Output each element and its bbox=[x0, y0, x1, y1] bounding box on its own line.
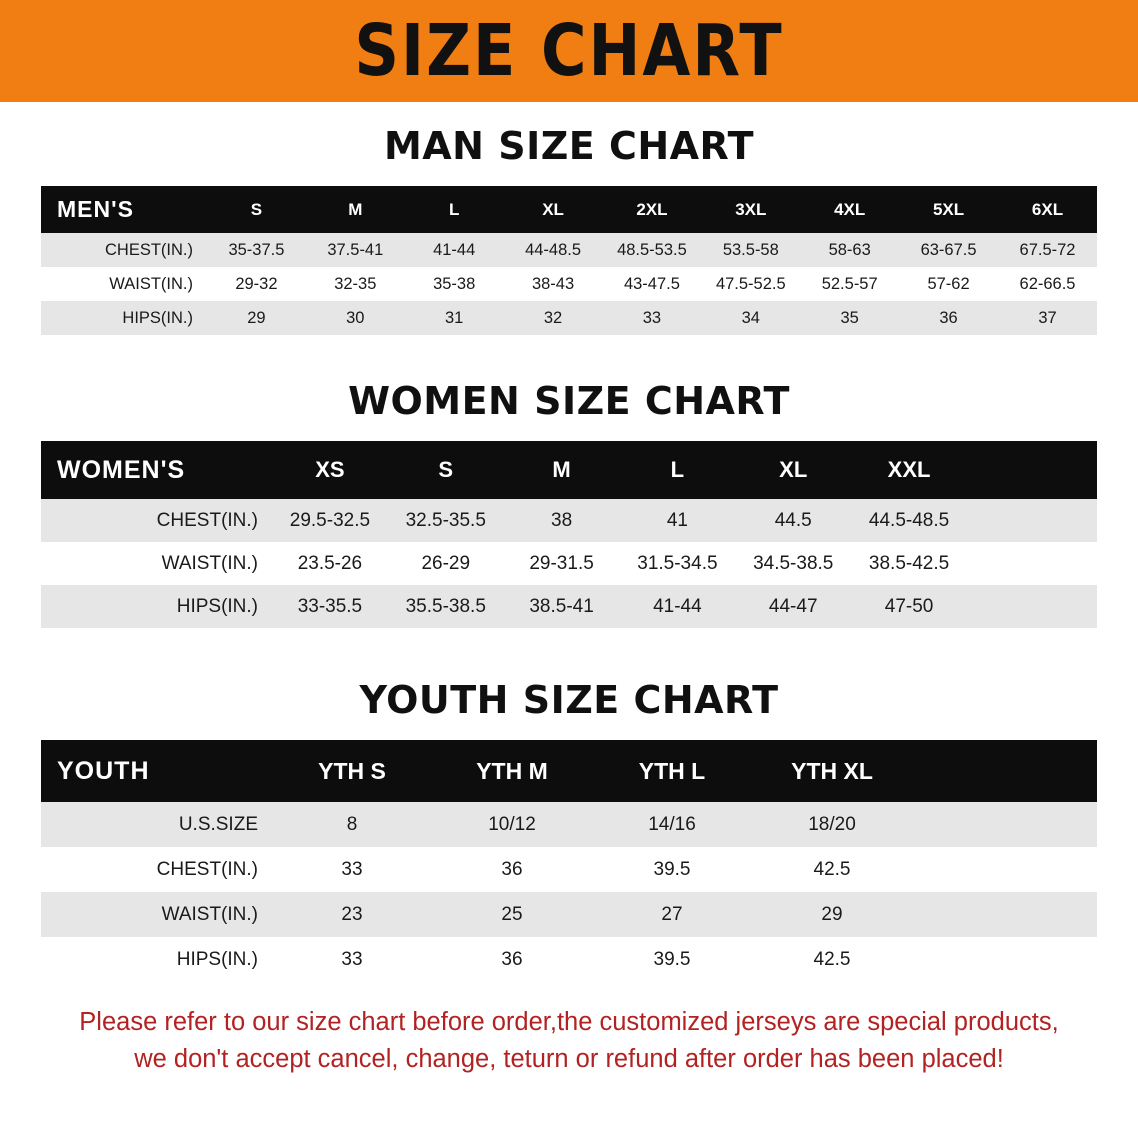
men-cell: 47.5-52.5 bbox=[715, 274, 786, 293]
men-cell: 36 bbox=[939, 308, 958, 327]
banner bbox=[0, 0, 1138, 102]
women-cell: 44-47 bbox=[768, 595, 818, 617]
men-col-header: M bbox=[306, 186, 405, 233]
men-cell: 29-32 bbox=[235, 274, 278, 293]
women-col-header: XS bbox=[272, 441, 388, 499]
women-cell: 23.5-26 bbox=[297, 552, 363, 574]
table-row bbox=[41, 802, 1097, 847]
men-row-label: CHEST(IN.) bbox=[105, 240, 193, 259]
women-col-header: S bbox=[388, 441, 504, 499]
youth-table-body bbox=[41, 802, 1097, 982]
youth-row-label-header: YOUTH bbox=[41, 740, 272, 802]
women-table-wrap bbox=[41, 441, 1097, 628]
youth-cell: 33 bbox=[341, 858, 363, 880]
man-section-heading: MAN SIZE CHART bbox=[383, 124, 755, 168]
man-table-wrap bbox=[41, 186, 1097, 335]
youth-cell: 39.5 bbox=[653, 858, 691, 880]
women-cell: 38 bbox=[551, 509, 573, 531]
men-cell: 52.5-57 bbox=[821, 274, 878, 293]
youth-col-header-spacer bbox=[912, 740, 1097, 802]
page-title: SIZE CHART bbox=[354, 8, 784, 93]
disclaimer-line-1: Please refer to our size chart before order,the customized jerseys are special products, bbox=[79, 1008, 1059, 1036]
men-cell: 33 bbox=[642, 308, 662, 327]
table-row bbox=[41, 267, 1097, 301]
youth-col-header: YTH XL bbox=[752, 740, 912, 802]
table-row bbox=[41, 892, 1097, 937]
men-cell: 67.5-72 bbox=[1019, 240, 1076, 259]
youth-row-label: U.S.SIZE bbox=[178, 813, 258, 835]
women-cell: 47-50 bbox=[884, 595, 934, 617]
women-cell: 29-31.5 bbox=[529, 552, 594, 574]
men-cell: 37 bbox=[1038, 308, 1057, 327]
men-cell: 44-48.5 bbox=[525, 240, 582, 259]
youth-cell: 36 bbox=[501, 858, 523, 880]
women-cell: 31.5-34.5 bbox=[637, 552, 718, 574]
men-cell: 57-62 bbox=[927, 274, 970, 293]
youth-cell: 33 bbox=[341, 948, 363, 970]
women-cell: 26-29 bbox=[421, 552, 471, 574]
men-size-table bbox=[41, 186, 1097, 335]
women-header-row bbox=[41, 441, 1097, 499]
men-cell: 35 bbox=[840, 308, 859, 327]
women-cell-spacer bbox=[967, 542, 1097, 585]
youth-table-wrap bbox=[41, 740, 1097, 982]
women-cell: 41-44 bbox=[653, 595, 702, 617]
men-col-header: 6XL bbox=[998, 186, 1097, 233]
men-table-body bbox=[41, 233, 1097, 335]
men-col-header: 5XL bbox=[899, 186, 998, 233]
men-row-label: WAIST(IN.) bbox=[109, 274, 193, 293]
disclaimer-note bbox=[40, 1004, 1098, 1078]
men-cell: 31 bbox=[445, 308, 464, 327]
youth-cell: 36 bbox=[501, 948, 523, 970]
men-col-header: S bbox=[207, 186, 306, 233]
women-row-label: CHEST(IN.) bbox=[156, 509, 258, 531]
youth-cell: 27 bbox=[661, 903, 683, 925]
youth-col-header: YTH L bbox=[592, 740, 752, 802]
table-row bbox=[41, 585, 1097, 628]
women-table-body bbox=[41, 499, 1097, 628]
table-row bbox=[41, 847, 1097, 892]
women-col-header: XXL bbox=[851, 441, 967, 499]
youth-cell: 39.5 bbox=[653, 948, 691, 970]
men-cell: 53.5-58 bbox=[722, 240, 779, 259]
men-col-header: 3XL bbox=[701, 186, 800, 233]
youth-cell: 29 bbox=[821, 903, 843, 925]
women-cell: 35.5-38.5 bbox=[405, 595, 486, 617]
youth-col-header: YTH S bbox=[272, 740, 432, 802]
women-cell: 44.5-48.5 bbox=[868, 509, 950, 531]
men-cell: 34 bbox=[741, 308, 760, 327]
youth-cell: 10/12 bbox=[488, 813, 536, 835]
women-col-header: L bbox=[619, 441, 735, 499]
women-col-header-spacer bbox=[967, 441, 1097, 499]
table-row bbox=[41, 542, 1097, 585]
men-header-row bbox=[41, 186, 1097, 233]
women-col-header: M bbox=[504, 441, 620, 499]
women-col-header: XL bbox=[735, 441, 851, 499]
youth-cell-spacer bbox=[912, 892, 1097, 937]
women-cell: 32.5-35.5 bbox=[405, 509, 486, 531]
youth-size-table bbox=[41, 740, 1097, 982]
women-section-heading: WOMEN SIZE CHART bbox=[348, 379, 790, 423]
youth-cell: 23 bbox=[341, 903, 363, 925]
youth-cell-spacer bbox=[912, 937, 1097, 982]
women-table-header bbox=[41, 441, 1097, 499]
women-cell: 33-35.5 bbox=[297, 595, 363, 617]
men-cell: 32-35 bbox=[334, 274, 377, 293]
men-cell: 30 bbox=[346, 308, 365, 327]
table-row bbox=[41, 499, 1097, 542]
men-table-header bbox=[41, 186, 1097, 233]
youth-cell: 18/20 bbox=[808, 813, 856, 835]
men-cell: 41-44 bbox=[433, 240, 476, 259]
men-row-label-header: MEN'S bbox=[41, 186, 207, 233]
youth-cell-spacer bbox=[912, 847, 1097, 892]
women-cell: 29.5-32.5 bbox=[289, 509, 371, 531]
women-cell-spacer bbox=[967, 585, 1097, 628]
men-cell: 43-47.5 bbox=[623, 274, 680, 293]
youth-table-header bbox=[41, 740, 1097, 802]
men-cell: 37.5-41 bbox=[327, 240, 384, 259]
youth-cell: 14/16 bbox=[648, 813, 696, 835]
women-cell: 34.5-38.5 bbox=[753, 552, 834, 574]
youth-cell: 8 bbox=[346, 813, 358, 835]
men-cell: 62-66.5 bbox=[1019, 274, 1076, 293]
women-row-label: HIPS(IN.) bbox=[176, 595, 258, 617]
men-row-label: HIPS(IN.) bbox=[122, 308, 193, 327]
men-cell: 58-63 bbox=[828, 240, 871, 259]
women-row-label-header: WOMEN'S bbox=[41, 441, 272, 499]
youth-row-label: HIPS(IN.) bbox=[176, 948, 258, 970]
men-cell: 29 bbox=[247, 308, 266, 327]
women-cell: 44.5 bbox=[774, 509, 812, 531]
women-cell: 41 bbox=[666, 509, 688, 531]
youth-header-row bbox=[41, 740, 1097, 802]
youth-cell: 25 bbox=[501, 903, 523, 925]
youth-cell: 42.5 bbox=[813, 948, 851, 970]
women-cell-spacer bbox=[967, 499, 1097, 542]
men-cell: 48.5-53.5 bbox=[617, 240, 687, 259]
men-cell: 38-43 bbox=[531, 274, 575, 293]
table-row bbox=[41, 301, 1097, 335]
youth-cell-spacer bbox=[912, 802, 1097, 847]
youth-cell: 42.5 bbox=[813, 858, 851, 880]
men-cell: 32 bbox=[543, 308, 563, 327]
men-col-header: L bbox=[405, 186, 504, 233]
men-cell: 35-37.5 bbox=[228, 240, 285, 259]
disclaimer-line-2: we don't accept cancel, change, teturn or refund after order has been placed! bbox=[134, 1044, 1004, 1073]
men-col-header: XL bbox=[504, 186, 603, 233]
youth-section-heading: YOUTH SIZE CHART bbox=[359, 678, 779, 722]
women-cell: 38.5-41 bbox=[529, 595, 594, 617]
men-cell: 35-38 bbox=[433, 274, 476, 293]
men-col-header: 2XL bbox=[603, 186, 702, 233]
table-row bbox=[41, 937, 1097, 982]
men-col-header: 4XL bbox=[800, 186, 899, 233]
youth-row-label: CHEST(IN.) bbox=[156, 858, 258, 880]
women-size-table bbox=[41, 441, 1097, 628]
women-cell: 38.5-42.5 bbox=[868, 552, 950, 574]
table-row bbox=[41, 233, 1097, 267]
youth-row-label: WAIST(IN.) bbox=[161, 903, 258, 925]
youth-col-header: YTH M bbox=[432, 740, 592, 802]
women-row-label: WAIST(IN.) bbox=[161, 552, 258, 574]
men-cell: 63-67.5 bbox=[920, 240, 977, 259]
